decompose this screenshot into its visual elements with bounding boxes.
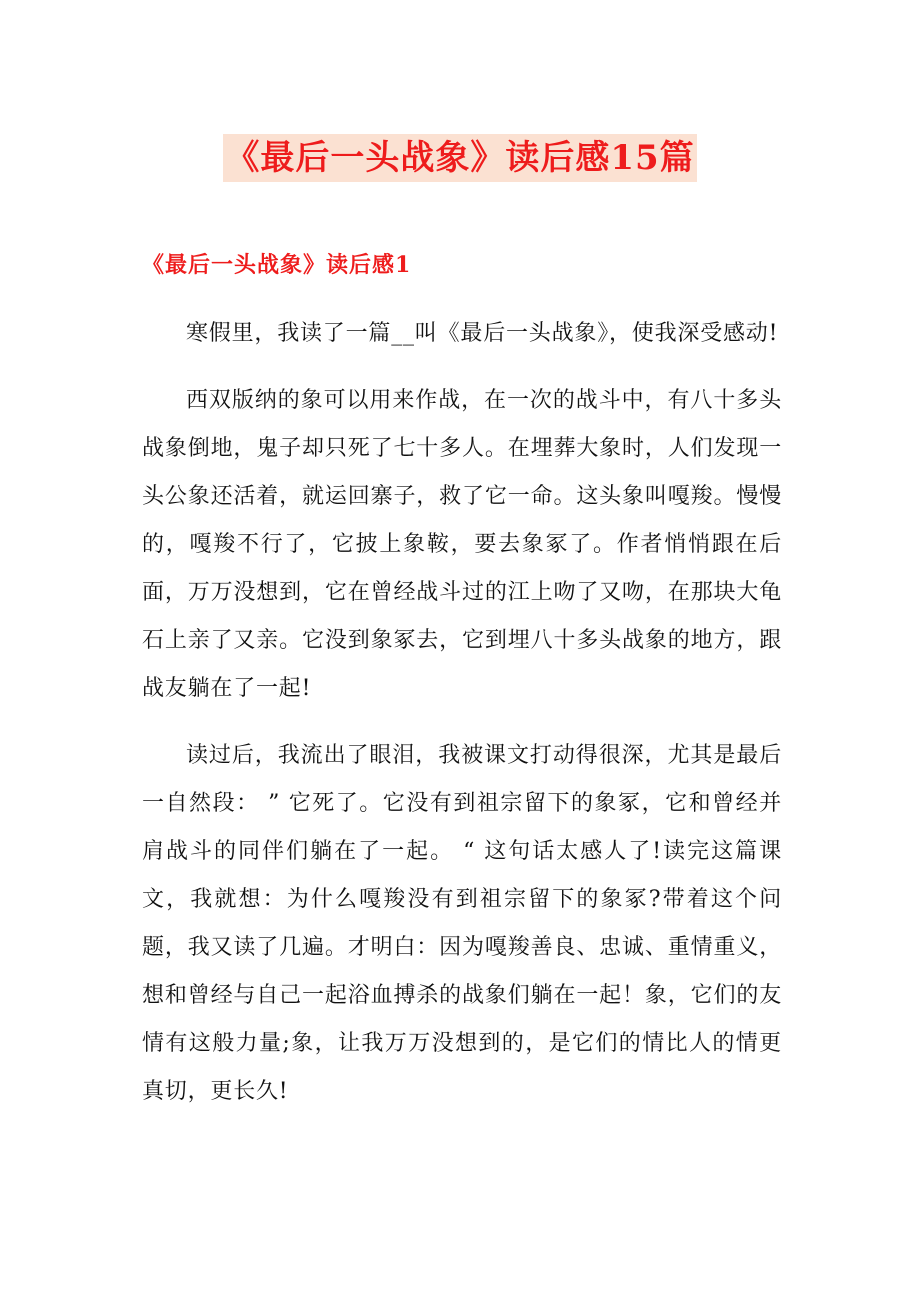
section-heading: 《最后一头战象》读后感1 [142,252,412,278]
paragraph-1: 寒假里，我读了一篇__叫《最后一头战象》，使我深受感动! [186,321,779,346]
document-title: 《最后一头战象》读后感15篇 [223,134,696,182]
section-body [142,310,782,1135]
title-container [0,134,920,182]
paragraph-3: 读过后，我流出了眼泪，我被课文打动得很深，尤其是最后一自然段： ” 它死了。它没有到祖宗留下的象冢，它和曾经并肩战斗的同伴们躺在了一起。 “ 这句话太感人了!读完这篇课文，我就想：为什么嘎羧没有到祖宗留下的象冢?带着这个问题，我又读了几遍。才明白：因为嘎羧善良、忠诚、重情重义，想和曾经与自己一起浴血搏杀的战象们躺在一起！象，它们的友情有这般力量;象，让我万万没想到的，是它们的情比人的情更真切，更长久! [142,743,782,1104]
paragraph-2: 西双版纳的象可以用来作战，在一次的战斗中，有八十多头战象倒地，鬼子却只死了七十多人。在埋葬大象时，人们发现一头公象还活着，就运回寨子，救了它一命。这头象叫嘎羧。慢慢的，嘎羧不行了，它披上象鞍，要去象冢了。作者悄悄跟在后面，万万没想到，它在曾经战斗过的江上吻了又吻，在那块大龟石上亲了又亲。它没到象冢去，它到埋八十多头战象的地方，跟战友躺在了一起! [142,388,782,701]
